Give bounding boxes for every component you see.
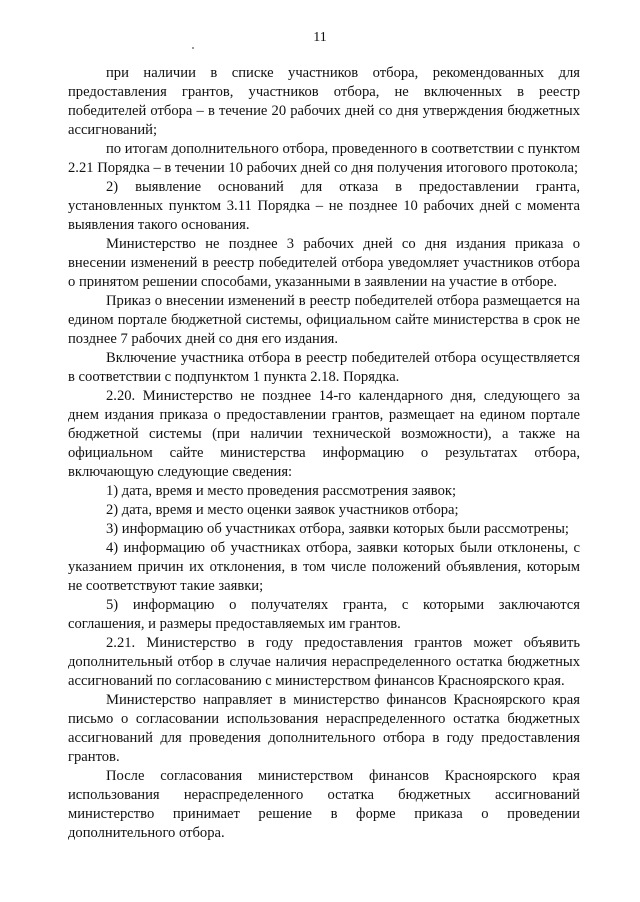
scan-speck — [192, 47, 194, 49]
list-item-4: 4) информацию об участниках отбора, заявки которых были отклонены, с указанием причин их отклонения, в том числе положений объявления, которым не соответствуют такие заявки; — [68, 540, 580, 594]
list-item-2: 2) дата, время и место оценки заявок участников отбора; — [106, 502, 459, 518]
paragraph-3: 2) выявление оснований для отказа в предоставлении гранта, установленных пунктом 3.11 Порядка – не позднее 10 рабочих дней с момента выявления такого основания. — [68, 179, 580, 233]
list-item-5: 5) информацию о получателях гранта, с которыми заключаются соглашения, и размеры предоставляемых им грантов. — [68, 597, 580, 632]
paragraph-7: 2.20. Министерство не позднее 14-го календарного дня, следующего за днем издания приказа о предоставлении грантов, размещает на едином портале бюджетной системы (при наличии технической возможности), а также на официальном сайте министерства информацию о результатах отбора, включающую следующие сведения: — [68, 388, 580, 480]
paragraph-9: Министерство направляет в министерство финансов Красноярского края письмо о согласовании использования нераспределенного остатка бюджетных ассигнований для проведения дополнительного отбора в году предоставления грантов. — [68, 692, 580, 765]
paragraph-6: Включение участника отбора в реестр победителей отбора осуществляется в соответствии с подпунктом 1 пункта 2.18. Порядка. — [68, 350, 580, 385]
list-item-1: 1) дата, время и место проведения рассмотрения заявок; — [106, 483, 457, 499]
paragraph-1: при наличии в списке участников отбора, рекомендованных для предоставления грантов, участников отбора, не включенных в реестр победителей отбора – в течение 20 рабочих дней со дня утверждения бюджетных ассигнований; — [68, 65, 580, 138]
page-number: 11 — [313, 30, 327, 45]
paragraph-8: 2.21. Министерство в году предоставления грантов может объявить дополнительный отбор в случае наличия нераспределенного остатка бюджетных ассигнований по согласованию с министерством финансов Красноярского края. — [68, 635, 580, 689]
paragraph-4: Министерство не позднее 3 рабочих дней со дня издания приказа о внесении изменений в реестр победителей отбора уведомляет участников отбора о принятом решении способами, указанными в заявлении на участие в отборе. — [68, 236, 580, 290]
list-item-3: 3) информацию об участниках отбора, заявки которых были рассмотрены; — [106, 521, 569, 537]
document-body — [68, 64, 580, 843]
paragraph-5: Приказ о внесении изменений в реестр победителей отбора размещается на едином портале бюджетной системы, официальном сайте министерства в срок не позднее 7 рабочих дней со дня его издания. — [68, 293, 580, 347]
paragraph-10: После согласования министерством финансов Красноярского края использования нераспределенного остатка бюджетных ассигнований министерство принимает решение в форме приказа о проведении дополнительного отбора. — [68, 768, 580, 841]
paragraph-2: по итогам дополнительного отбора, проведенного в соответствии с пунктом 2.21 Порядка – в течении 10 рабочих дней со дня получения итогового протокола; — [68, 141, 580, 176]
